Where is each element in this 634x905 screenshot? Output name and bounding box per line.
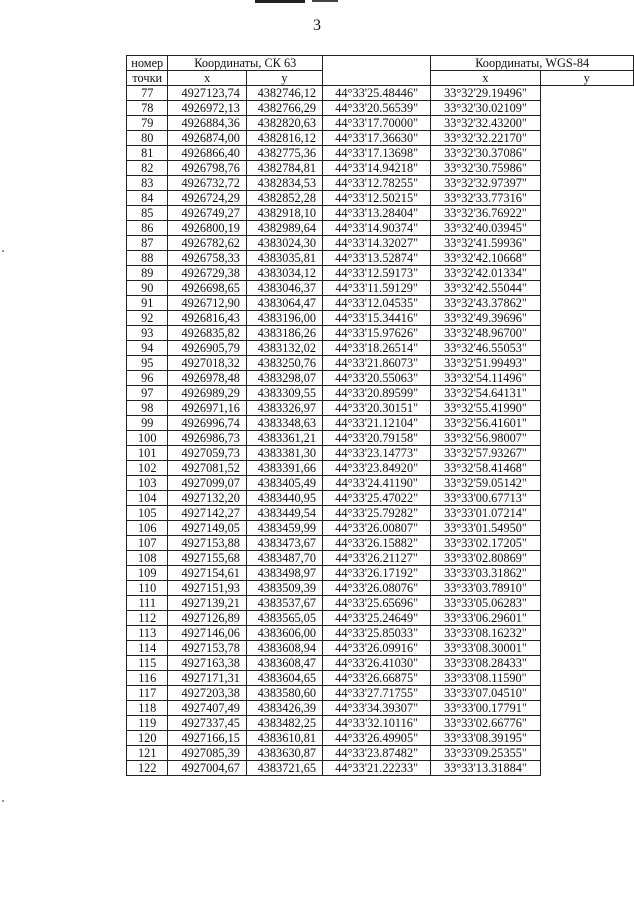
sk63-x-cell: 4926972,13 [168, 101, 246, 116]
table-row [127, 176, 634, 191]
sk63-y-cell: 4383610,81 [246, 731, 322, 746]
wgs84-y-cell: 33°33'03.78910" [431, 581, 540, 596]
table-row [127, 596, 634, 611]
sk63-y-cell: 4383482,25 [246, 716, 322, 731]
wgs84-y-cell: 33°33'01.54950" [431, 521, 540, 536]
point-number-cell: 105 [127, 506, 168, 521]
wgs84-x-cell: 44°33'17.70000" [323, 116, 431, 131]
sk63-y-cell: 4383606,00 [246, 626, 322, 641]
wgs84-x-cell: 44°33'23.87482" [323, 746, 431, 761]
table-row [127, 731, 634, 746]
sk63-y-cell: 4383064,47 [246, 296, 322, 311]
sk63-y-cell: 4382852,28 [246, 191, 322, 206]
sk63-y-cell: 4382784,81 [246, 161, 322, 176]
sk63-x-cell: 4926798,76 [168, 161, 246, 176]
wgs84-y-cell: 33°33'13.31884" [431, 761, 540, 776]
sk63-y-cell: 4383608,94 [246, 641, 322, 656]
wgs84-x-cell: 44°33'32.10116" [323, 716, 431, 731]
wgs84-y-cell: 33°33'03.31862" [431, 566, 540, 581]
wgs84-y-cell: 33°32'56.98007" [431, 431, 540, 446]
point-number-cell: 103 [127, 476, 168, 491]
sk63-x-cell: 4926782,62 [168, 236, 246, 251]
sk63-y-cell: 4383537,67 [246, 596, 322, 611]
header-wgs84-x: x [431, 71, 540, 86]
sk63-x-cell: 4926816,43 [168, 311, 246, 326]
sk63-x-cell: 4927154,61 [168, 566, 246, 581]
wgs84-x-cell: 44°33'21.86073" [323, 356, 431, 371]
sk63-x-cell: 4926698,65 [168, 281, 246, 296]
sk63-y-cell: 4383046,37 [246, 281, 322, 296]
sk63-y-cell: 4383326,97 [246, 401, 322, 416]
wgs84-x-cell: 44°33'25.85033" [323, 626, 431, 641]
point-number-cell: 114 [127, 641, 168, 656]
wgs84-x-cell: 44°33'25.24649" [323, 611, 431, 626]
table-row [127, 656, 634, 671]
wgs84-x-cell: 44°33'25.47022" [323, 491, 431, 506]
sk63-x-cell: 4927153,88 [168, 536, 246, 551]
sk63-y-cell: 4383186,26 [246, 326, 322, 341]
sk63-x-cell: 4927153,78 [168, 641, 246, 656]
scan-speck [2, 250, 4, 252]
wgs84-y-cell: 33°33'09.25355" [431, 746, 540, 761]
wgs84-y-cell: 33°32'55.41990" [431, 401, 540, 416]
sk63-y-cell: 4383580,60 [246, 686, 322, 701]
wgs84-y-cell: 33°32'46.55053" [431, 341, 540, 356]
header-sk63-x: x [168, 71, 246, 86]
wgs84-x-cell: 44°33'14.94218" [323, 161, 431, 176]
point-number-cell: 120 [127, 731, 168, 746]
point-number-cell: 90 [127, 281, 168, 296]
sk63-x-cell: 4927139,21 [168, 596, 246, 611]
point-number-cell: 113 [127, 626, 168, 641]
sk63-x-cell: 4926905,79 [168, 341, 246, 356]
sk63-y-cell: 4382989,64 [246, 221, 322, 236]
table-row [127, 191, 634, 206]
sk63-x-cell: 4926729,38 [168, 266, 246, 281]
sk63-x-cell: 4926835,82 [168, 326, 246, 341]
sk63-x-cell: 4926866,40 [168, 146, 246, 161]
point-number-cell: 81 [127, 146, 168, 161]
point-number-cell: 87 [127, 236, 168, 251]
sk63-y-cell: 4383309,55 [246, 386, 322, 401]
wgs84-y-cell: 33°32'57.93267" [431, 446, 540, 461]
table-row [127, 626, 634, 641]
sk63-x-cell: 4927142,27 [168, 506, 246, 521]
sk63-y-cell: 4383509,39 [246, 581, 322, 596]
coordinates-table [126, 55, 634, 776]
sk63-y-cell: 4383440,95 [246, 491, 322, 506]
column-separator [323, 56, 431, 86]
wgs84-y-cell: 33°33'08.30001" [431, 641, 540, 656]
point-number-cell: 89 [127, 266, 168, 281]
wgs84-y-cell: 33°33'02.17205" [431, 536, 540, 551]
table-row [127, 611, 634, 626]
wgs84-y-cell: 33°33'01.07214" [431, 506, 540, 521]
wgs84-x-cell: 44°33'11.59129" [323, 281, 431, 296]
wgs84-x-cell: 44°33'18.26514" [323, 341, 431, 356]
sk63-x-cell: 4927132,20 [168, 491, 246, 506]
wgs84-y-cell: 33°32'54.11496" [431, 371, 540, 386]
wgs84-y-cell: 33°33'08.16232" [431, 626, 540, 641]
wgs84-y-cell: 33°32'29.19496" [431, 86, 540, 101]
point-number-cell: 108 [127, 551, 168, 566]
point-number-cell: 115 [127, 656, 168, 671]
table-row [127, 746, 634, 761]
sk63-y-cell: 4382775,36 [246, 146, 322, 161]
wgs84-x-cell: 44°33'14.90374" [323, 221, 431, 236]
point-number-cell: 78 [127, 101, 168, 116]
sk63-x-cell: 4927203,38 [168, 686, 246, 701]
point-number-cell: 95 [127, 356, 168, 371]
scan-speck [2, 800, 4, 802]
sk63-y-cell: 4383196,00 [246, 311, 322, 326]
wgs84-x-cell: 44°33'23.84920" [323, 461, 431, 476]
table-row [127, 641, 634, 656]
table-row [127, 326, 634, 341]
point-number-cell: 112 [127, 611, 168, 626]
wgs84-x-cell: 44°33'26.09916" [323, 641, 431, 656]
point-number-cell: 111 [127, 596, 168, 611]
wgs84-y-cell: 33°32'30.37086" [431, 146, 540, 161]
sk63-y-cell: 4383565,05 [246, 611, 322, 626]
table-header-row [127, 56, 634, 71]
wgs84-y-cell: 33°33'05.06283" [431, 596, 540, 611]
sk63-x-cell: 4927146,06 [168, 626, 246, 641]
point-number-cell: 122 [127, 761, 168, 776]
point-number-cell: 99 [127, 416, 168, 431]
sk63-y-cell: 4383405,49 [246, 476, 322, 491]
table-row [127, 371, 634, 386]
sk63-y-cell: 4383459,99 [246, 521, 322, 536]
header-wgs84: Координаты, WGS-84 [431, 56, 634, 71]
sk63-x-cell: 4926712,90 [168, 296, 246, 311]
point-number-cell: 86 [127, 221, 168, 236]
point-number-cell: 94 [127, 341, 168, 356]
wgs84-y-cell: 33°32'43.37862" [431, 296, 540, 311]
wgs84-x-cell: 44°33'15.97626" [323, 326, 431, 341]
table-row [127, 491, 634, 506]
point-number-cell: 117 [127, 686, 168, 701]
sk63-x-cell: 4927155,68 [168, 551, 246, 566]
table-row [127, 341, 634, 356]
sk63-x-cell: 4927163,38 [168, 656, 246, 671]
wgs84-x-cell: 44°33'34.39307" [323, 701, 431, 716]
wgs84-y-cell: 33°32'32.22170" [431, 131, 540, 146]
table-row [127, 476, 634, 491]
wgs84-x-cell: 44°33'26.49905" [323, 731, 431, 746]
wgs84-x-cell: 44°33'20.30151" [323, 401, 431, 416]
table-row [127, 671, 634, 686]
point-number-cell: 91 [127, 296, 168, 311]
table-row [127, 686, 634, 701]
point-number-cell: 121 [127, 746, 168, 761]
wgs84-y-cell: 33°32'32.97397" [431, 176, 540, 191]
sk63-y-cell: 4383630,87 [246, 746, 322, 761]
sk63-y-cell: 4383381,30 [246, 446, 322, 461]
point-number-cell: 83 [127, 176, 168, 191]
sk63-x-cell: 4926874,00 [168, 131, 246, 146]
wgs84-y-cell: 33°33'02.66776" [431, 716, 540, 731]
sk63-y-cell: 4383721,65 [246, 761, 322, 776]
point-number-cell: 100 [127, 431, 168, 446]
wgs84-y-cell: 33°32'33.77316" [431, 191, 540, 206]
wgs84-x-cell: 44°33'12.50215" [323, 191, 431, 206]
wgs84-x-cell: 44°33'26.00807" [323, 521, 431, 536]
sk63-x-cell: 4926800,19 [168, 221, 246, 236]
wgs84-x-cell: 44°33'17.36630" [323, 131, 431, 146]
wgs84-y-cell: 33°33'00.67713" [431, 491, 540, 506]
sk63-y-cell: 4383361,21 [246, 431, 322, 446]
wgs84-y-cell: 33°32'42.10668" [431, 251, 540, 266]
table-row [127, 311, 634, 326]
header-wgs84-y: y [540, 71, 633, 86]
wgs84-x-cell: 44°33'20.79158" [323, 431, 431, 446]
table-row [127, 716, 634, 731]
sk63-x-cell: 4927126,89 [168, 611, 246, 626]
wgs84-x-cell: 44°33'26.21127" [323, 551, 431, 566]
point-number-cell: 92 [127, 311, 168, 326]
point-number-cell: 107 [127, 536, 168, 551]
sk63-y-cell: 4383035,81 [246, 251, 322, 266]
sk63-x-cell: 4927123,74 [168, 86, 246, 101]
sk63-x-cell: 4927018,32 [168, 356, 246, 371]
sk63-x-cell: 4926971,16 [168, 401, 246, 416]
wgs84-y-cell: 33°32'30.02109" [431, 101, 540, 116]
point-number-cell: 88 [127, 251, 168, 266]
wgs84-y-cell: 33°32'42.01334" [431, 266, 540, 281]
table-row [127, 221, 634, 236]
wgs84-x-cell: 44°33'26.17192" [323, 566, 431, 581]
wgs84-y-cell: 33°32'56.41601" [431, 416, 540, 431]
wgs84-y-cell: 33°32'59.05142" [431, 476, 540, 491]
table-row [127, 506, 634, 521]
wgs84-x-cell: 44°33'26.08076" [323, 581, 431, 596]
table-row [127, 761, 634, 776]
scan-mark [312, 0, 338, 2]
point-number-cell: 102 [127, 461, 168, 476]
sk63-y-cell: 4383298,07 [246, 371, 322, 386]
wgs84-x-cell: 44°33'25.48446" [323, 86, 431, 101]
wgs84-x-cell: 44°33'14.32027" [323, 236, 431, 251]
table-row [127, 431, 634, 446]
sk63-y-cell: 4382816,12 [246, 131, 322, 146]
wgs84-x-cell: 44°33'25.79282" [323, 506, 431, 521]
sk63-y-cell: 4383487,70 [246, 551, 322, 566]
sk63-y-cell: 4383024,30 [246, 236, 322, 251]
page-number: 3 [313, 17, 321, 34]
header-sk63: Координаты, СК 63 [168, 56, 323, 71]
sk63-x-cell: 4927171,31 [168, 671, 246, 686]
point-number-cell: 98 [127, 401, 168, 416]
table-row [127, 161, 634, 176]
header-point-number: номер [127, 56, 168, 71]
wgs84-y-cell: 33°32'32.43200" [431, 116, 540, 131]
point-number-cell: 84 [127, 191, 168, 206]
wgs84-x-cell: 44°33'13.28404" [323, 206, 431, 221]
sk63-y-cell: 4383498,97 [246, 566, 322, 581]
table-row [127, 581, 634, 596]
wgs84-x-cell: 44°33'26.41030" [323, 656, 431, 671]
point-number-cell: 104 [127, 491, 168, 506]
table-row [127, 206, 634, 221]
sk63-x-cell: 4926884,36 [168, 116, 246, 131]
table-row [127, 146, 634, 161]
wgs84-x-cell: 44°33'13.52874" [323, 251, 431, 266]
point-number-cell: 101 [127, 446, 168, 461]
wgs84-x-cell: 44°33'20.55063" [323, 371, 431, 386]
wgs84-y-cell: 33°32'48.96700" [431, 326, 540, 341]
sk63-y-cell: 4383348,63 [246, 416, 322, 431]
point-number-cell: 119 [127, 716, 168, 731]
point-number-cell: 97 [127, 386, 168, 401]
table-row [127, 521, 634, 536]
sk63-y-cell: 4383449,54 [246, 506, 322, 521]
table-row [127, 701, 634, 716]
wgs84-x-cell: 44°33'27.71755" [323, 686, 431, 701]
table-row [127, 281, 634, 296]
sk63-x-cell: 4927337,45 [168, 716, 246, 731]
sk63-y-cell: 4382834,53 [246, 176, 322, 191]
sk63-y-cell: 4383250,76 [246, 356, 322, 371]
wgs84-y-cell: 33°33'08.11590" [431, 671, 540, 686]
table-row [127, 386, 634, 401]
sk63-x-cell: 4926989,29 [168, 386, 246, 401]
sk63-x-cell: 4926986,73 [168, 431, 246, 446]
wgs84-x-cell: 44°33'26.66875" [323, 671, 431, 686]
sk63-x-cell: 4927004,67 [168, 761, 246, 776]
sk63-x-cell: 4927085,39 [168, 746, 246, 761]
wgs84-y-cell: 33°32'58.41468" [431, 461, 540, 476]
sk63-y-cell: 4383604,65 [246, 671, 322, 686]
header-point-label: точки [127, 71, 168, 86]
wgs84-y-cell: 33°32'36.76922" [431, 206, 540, 221]
table-row [127, 536, 634, 551]
sk63-y-cell: 4383132,02 [246, 341, 322, 356]
point-number-cell: 77 [127, 86, 168, 101]
table-row [127, 86, 634, 101]
sk63-y-cell: 4383034,12 [246, 266, 322, 281]
wgs84-x-cell: 44°33'21.12104" [323, 416, 431, 431]
point-number-cell: 109 [127, 566, 168, 581]
point-number-cell: 106 [127, 521, 168, 536]
sk63-x-cell: 4926996,74 [168, 416, 246, 431]
point-number-cell: 79 [127, 116, 168, 131]
wgs84-x-cell: 44°33'24.41190" [323, 476, 431, 491]
wgs84-x-cell: 44°33'12.78255" [323, 176, 431, 191]
sk63-x-cell: 4926978,48 [168, 371, 246, 386]
wgs84-x-cell: 44°33'12.04535" [323, 296, 431, 311]
sk63-x-cell: 4927407,49 [168, 701, 246, 716]
point-number-cell: 80 [127, 131, 168, 146]
wgs84-y-cell: 33°32'42.55044" [431, 281, 540, 296]
wgs84-x-cell: 44°33'17.13698" [323, 146, 431, 161]
wgs84-x-cell: 44°33'12.59173" [323, 266, 431, 281]
sk63-x-cell: 4927151,93 [168, 581, 246, 596]
sk63-x-cell: 4926724,29 [168, 191, 246, 206]
sk63-y-cell: 4382820,63 [246, 116, 322, 131]
wgs84-y-cell: 33°32'40.03945" [431, 221, 540, 236]
table-row [127, 416, 634, 431]
table-row [127, 461, 634, 476]
wgs84-x-cell: 44°33'21.22233" [323, 761, 431, 776]
table-row [127, 116, 634, 131]
point-number-cell: 110 [127, 581, 168, 596]
sk63-y-cell: 4383426,39 [246, 701, 322, 716]
wgs84-y-cell: 33°32'30.75986" [431, 161, 540, 176]
point-number-cell: 116 [127, 671, 168, 686]
point-number-cell: 93 [127, 326, 168, 341]
sk63-y-cell: 4383391,66 [246, 461, 322, 476]
sk63-x-cell: 4927149,05 [168, 521, 246, 536]
wgs84-y-cell: 33°33'06.29601" [431, 611, 540, 626]
sk63-x-cell: 4926749,27 [168, 206, 246, 221]
wgs84-y-cell: 33°33'07.04510" [431, 686, 540, 701]
wgs84-y-cell: 33°33'00.17791" [431, 701, 540, 716]
sk63-x-cell: 4927166,15 [168, 731, 246, 746]
sk63-x-cell: 4927099,07 [168, 476, 246, 491]
sk63-y-cell: 4383608,47 [246, 656, 322, 671]
sk63-x-cell: 4926758,33 [168, 251, 246, 266]
table-row [127, 356, 634, 371]
table-row [127, 446, 634, 461]
sk63-x-cell: 4927081,52 [168, 461, 246, 476]
table-row [127, 236, 634, 251]
sk63-x-cell: 4927059,73 [168, 446, 246, 461]
point-number-cell: 85 [127, 206, 168, 221]
wgs84-x-cell: 44°33'26.15882" [323, 536, 431, 551]
wgs84-x-cell: 44°33'15.34416" [323, 311, 431, 326]
wgs84-y-cell: 33°33'08.28433" [431, 656, 540, 671]
point-number-cell: 82 [127, 161, 168, 176]
table-row [127, 131, 634, 146]
table-row [127, 101, 634, 116]
wgs84-x-cell: 44°33'20.56539" [323, 101, 431, 116]
point-number-cell: 96 [127, 371, 168, 386]
sk63-y-cell: 4382746,12 [246, 86, 322, 101]
wgs84-y-cell: 33°32'49.39696" [431, 311, 540, 326]
wgs84-y-cell: 33°32'41.59936" [431, 236, 540, 251]
table-row [127, 266, 634, 281]
scan-mark [255, 0, 305, 3]
wgs84-y-cell: 33°32'51.99493" [431, 356, 540, 371]
table-row [127, 401, 634, 416]
wgs84-y-cell: 33°33'08.39195" [431, 731, 540, 746]
sk63-x-cell: 4926732,72 [168, 176, 246, 191]
header-sk63-y: y [246, 71, 322, 86]
table-row [127, 296, 634, 311]
table-row [127, 251, 634, 266]
sk63-y-cell: 4382766,29 [246, 101, 322, 116]
wgs84-x-cell: 44°33'20.89599" [323, 386, 431, 401]
sk63-y-cell: 4383473,67 [246, 536, 322, 551]
wgs84-y-cell: 33°32'54.64131" [431, 386, 540, 401]
wgs84-x-cell: 44°33'23.14773" [323, 446, 431, 461]
table-row [127, 551, 634, 566]
table-body [127, 86, 634, 776]
wgs84-y-cell: 33°33'02.80869" [431, 551, 540, 566]
table-row [127, 566, 634, 581]
wgs84-x-cell: 44°33'25.65696" [323, 596, 431, 611]
point-number-cell: 118 [127, 701, 168, 716]
sk63-y-cell: 4382918,10 [246, 206, 322, 221]
